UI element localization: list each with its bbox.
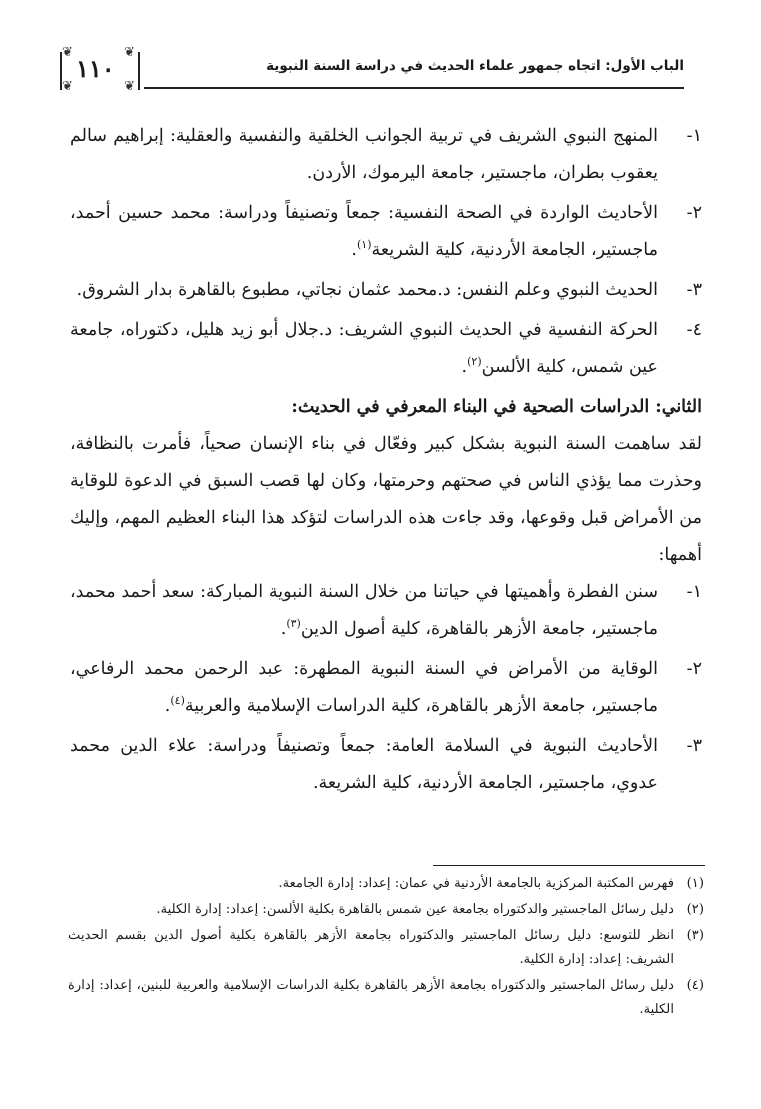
item-text: الوقاية من الأمراض في السنة النبوية المطهرة: عبد الرحمن محمد الرفاعي، ماجستير، جامعة الأزهر بالقاهرة، كلية الدراسات الإسلامية والعربية	[70, 659, 658, 716]
item-number: ٣-	[686, 736, 702, 756]
list-item	[70, 272, 702, 309]
item-text: المنهج النبوي الشريف في تربية الجوانب الخلقية والنفسية والعقلية: إبراهيم سالم يعقوب بطران، ماجستير، جامعة اليرموك، الأردن.	[70, 126, 658, 183]
header-rule	[144, 87, 684, 89]
list-item: ٢- الوقاية من الأمراض في السنة النبوية المطهرة: عبد الرحمن محمد الرفاعي، ماجستير، جامعة الأزهر بالقاهرة، كلية الدراسات الإسلامية والعربية$^{(٤)}$.	[70, 651, 702, 725]
item-text: الحديث النبوي وعلم النفس: د.محمد عثمان نجاتي، مطبوع بالقاهرة بدار الشروق.	[76, 280, 658, 300]
footnote-number: (٣)	[686, 928, 704, 943]
item-text: الأحاديث النبوية في السلامة العامة: جمعاً وتصنيفاً ودراسة: علاء الدين محمد عدوي، ماجستير، الجامعة الأردنية، كلية الشريعة.	[70, 736, 658, 793]
item-number: ١-	[686, 126, 702, 146]
divider	[60, 52, 62, 90]
footnote-ref[interactable]: (٢)	[467, 355, 482, 369]
footnote	[68, 872, 704, 896]
footnote	[68, 898, 704, 922]
footnote-separator	[433, 865, 705, 866]
list-item: ٤- الحركة النفسية في الحديث النبوي الشريف: د.جلال أبو زيد هليل، دكتوراه، جامعة عين شمس، كلية الألسن$^{(٢)}$.	[70, 312, 702, 386]
item-number: ١-	[686, 582, 702, 602]
list-item	[70, 118, 702, 192]
footnote	[68, 924, 704, 972]
item-number: ٣-	[686, 280, 702, 300]
footnote-number: (٤)	[686, 978, 704, 993]
ornament-icon: ❦	[62, 45, 73, 60]
page-header	[58, 44, 684, 96]
ornament-icon: ❦	[62, 79, 73, 94]
footnote-text: انظر للتوسع: دليل رسائل الماجستير والدكتوراه بجامعة الأزهر بالقاهرة بكلية أصول الدين بقسم الحديث الشريف: إعداد: إدارة الكلية.	[68, 928, 674, 967]
item-number: ٢-	[686, 203, 702, 223]
item-number: ٤-	[686, 320, 702, 340]
main-content	[70, 118, 702, 805]
footnote-text: دليل رسائل الماجستير والدكتوراه بجامعة الأزهر بالقاهرة بكلية الدراسات الإسلامية والعربية للبنين، إعداد: إدارة الكلية.	[68, 978, 674, 1017]
footnotes	[68, 872, 704, 1024]
item-number: ٢-	[686, 659, 702, 679]
item-text: الأحاديث الواردة في الصحة النفسية: جمعاً وتصنيفاً ودراسة: محمد حسين أحمد، ماجستير، الجامعة الأردنية، كلية الشريعة	[70, 203, 658, 260]
footnote	[68, 974, 704, 1022]
page-number: ١١٠	[76, 54, 115, 83]
footnote-text: دليل رسائل الماجستير والدكتوراه بجامعة عين شمس بالقاهرة بكلية الألسن: إعداد: إدارة الكلية.	[156, 902, 674, 917]
list-item: ٢- الأحاديث الواردة في الصحة النفسية: جمعاً وتصنيفاً ودراسة: محمد حسين أحمد، ماجستير، الجامعة الأردنية، كلية الشريعة$^{(١)}$.	[70, 195, 702, 269]
section-paragraph: لقد ساهمت السنة النبوية بشكل كبير وفعّال في بناء الإنسان صحياً، فأمرت بالنظافة، وحذرت مما يؤذي الناس في صحتهم وحرمتها، وكان لها قصب السبق في الدعوة للوقاية من الأمراض قبل وقوعها، وقد جاءت هذه الدراسات لتؤكد هذا البناء العظيم المهم، وإليك أهمها:	[70, 434, 702, 565]
footnote-text: فهرس المكتبة المركزية بالجامعة الأردنية في عمان: إعداد: إدارة الجامعة.	[278, 876, 674, 891]
footnote-ref[interactable]: (١)	[356, 238, 372, 252]
running-title: الباب الأول: اتجاه جمهور علماء الحديث في دراسة السنة النبوية	[266, 58, 684, 74]
list-item	[70, 728, 702, 802]
ornament-icon: ❦	[124, 45, 135, 60]
footnote-ref[interactable]: (٣)	[286, 617, 301, 631]
list-item: ١- سنن الفطرة وأهميتها في حياتنا من خلال السنة النبوية المباركة: سعد أحمد محمد، ماجستير، جامعة الأزهر بالقاهرة، كلية أصول الدين$^{(٣)}$.	[70, 574, 702, 648]
footnote-number: (١)	[686, 876, 704, 891]
item-text: سنن الفطرة وأهميتها في حياتنا من خلال السنة النبوية المباركة: سعد أحمد محمد، ماجستير، جامعة الأزهر بالقاهرة، كلية أصول الدين	[70, 582, 658, 639]
section-heading: الثاني: الدراسات الصحية في البناء المعرفي في الحديث:	[291, 397, 702, 417]
footnote-number: (٢)	[686, 902, 704, 917]
footnote-ref[interactable]: (٤)	[170, 694, 185, 708]
item-text: الحركة النفسية في الحديث النبوي الشريف: د.جلال أبو زيد هليل، دكتوراه، جامعة عين شمس، كلية الألسن	[70, 320, 658, 377]
ornament-icon: ❦	[124, 79, 135, 94]
